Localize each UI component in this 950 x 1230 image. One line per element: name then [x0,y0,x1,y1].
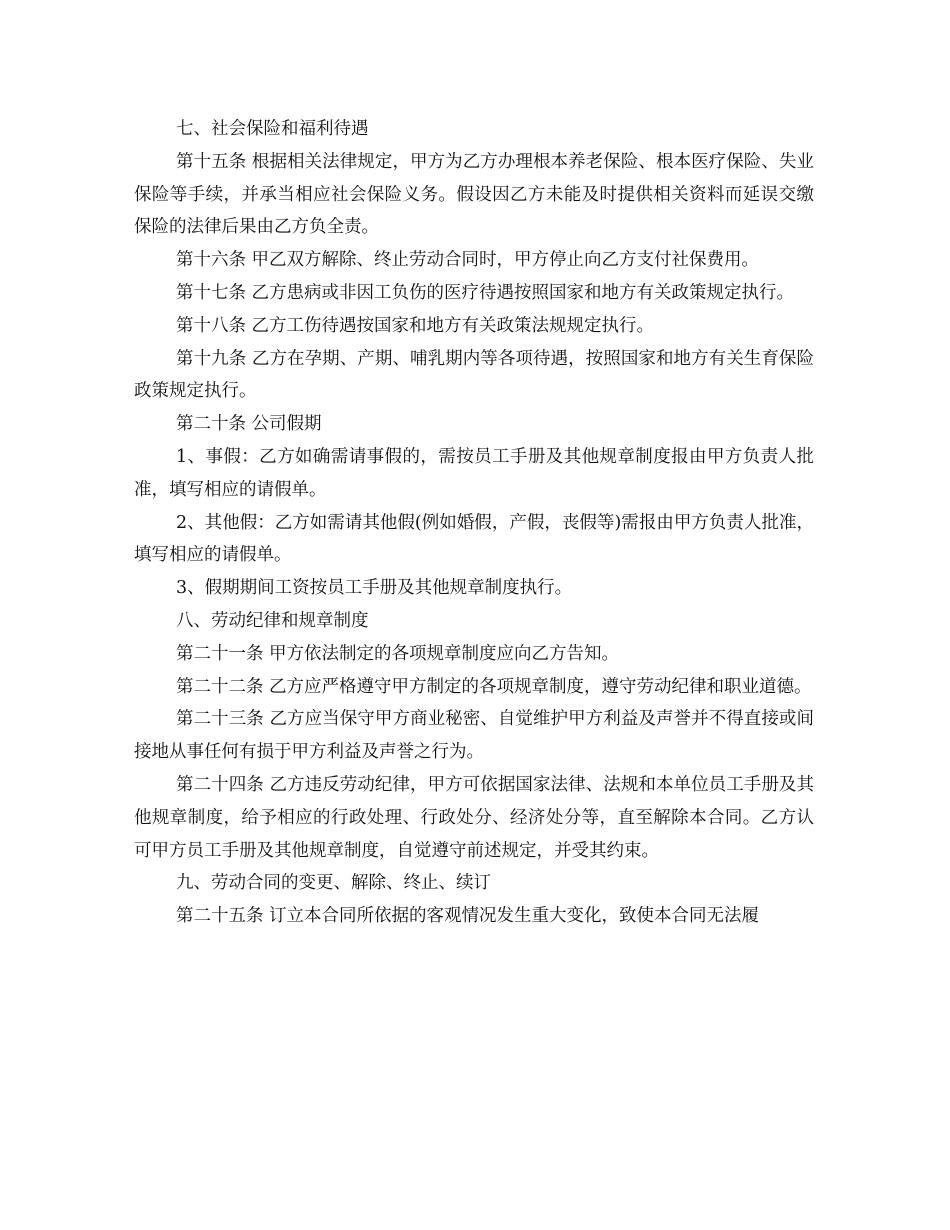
article-18: 第十八条 乙方工伤待遇按国家和地方有关政策法规规定执行。 [176,315,655,336]
article-19: 第十九条 乙方在孕期、产期、哺乳期内等各项待遇，按照国家和地方有关生育保险政策规定执行。 [134,348,814,402]
article-24: 第二十四条 乙方违反劳动纪律，甲方可依据国家法律、法规和本单位员工手册及其他规章制度，给予相应的行政处理、行政处分、经济处分等，直至解除本合同。乙方认可甲方员工手册及其他规章制度，自觉遵守前述规定，并受其约束。 [134,774,814,861]
article-25: 第二十五条 订立本合同所依据的客观情况发生重大变化，致使本合同无法履 [176,906,760,927]
section-heading-social-insurance: 七、社会保险和福利待遇 [176,119,369,139]
article-16: 第十六条 甲乙双方解除、终止劳动合同时，甲方停止向乙方支付社保费用。 [176,250,760,271]
article-20: 第二十条 公司假期 [176,414,322,435]
article-15: 第十五条 根据相关法律规定，甲方为乙方办理根本养老保险、根本医疗保险、失业保险等手续，并承当相应社会保险义务。假设因乙方未能及时提供相关资料而延误交缴保险的法律后果由乙方负全责。 [134,151,814,238]
article-22: 第二十二条 乙方应严格遵守甲方制定的各项规章制度，遵守劳动纪律和职业道德。 [176,676,812,697]
leave-item-wages: 3、假期期间工资按员工手册及其他规章制度执行。 [176,578,573,599]
leave-item-other: 2、其他假：乙方如需请其他假(例如婚假，产假，丧假等)需报由甲方负责人批准，填写相应的请假单。 [134,512,814,566]
section-heading-discipline: 八、劳动纪律和规章制度 [176,610,369,631]
article-17: 第十七条 乙方患病或非因工负伤的医疗待遇按照国家和地方有关政策规定执行。 [176,282,795,303]
article-21: 第二十一条 甲方依法制定的各项规章制度应向乙方告知。 [176,643,620,664]
section-heading-contract-changes: 九、劳动合同的变更、解除、终止、续订 [176,873,491,894]
document-body [134,113,814,933]
leave-item-personal: 1、事假：乙方如确需请事假的，需按员工手册及其他规章制度报由甲方负责人批准，填写相应的请假单。 [134,446,814,500]
article-23: 第二十三条 乙方应当保守甲方商业秘密、自觉维护甲方利益及声誉并不得直接或间接地从事任何有损于甲方利益及声誉之行为。 [134,709,814,763]
